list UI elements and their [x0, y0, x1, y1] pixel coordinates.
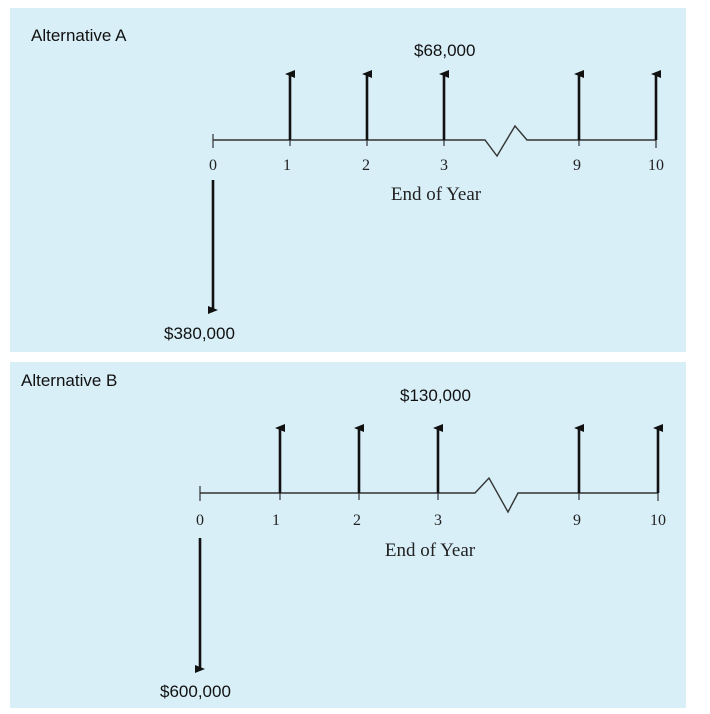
alternative-b-panel	[10, 362, 686, 708]
axis-label: End of Year	[390, 184, 482, 205]
axis-label: End of Year	[384, 540, 476, 561]
tick-label-0: 0	[196, 512, 204, 529]
alternative-b-title: Alternative B	[21, 371, 118, 390]
alternative-b-cash-flow-diagram	[10, 362, 686, 708]
alternative-b-inflow-label: $130,000	[400, 386, 471, 405]
tick-label-3: 3	[434, 512, 442, 529]
alternative-a-outflow-label: $380,000	[164, 324, 235, 343]
alternative-a-panel	[10, 8, 686, 352]
alternative-a-title: Alternative A	[31, 26, 127, 45]
alternative-a-cash-flow-diagram	[10, 8, 686, 352]
timeline-axis	[200, 478, 658, 512]
tick-label-9: 9	[573, 512, 581, 529]
tick-label-2: 2	[362, 157, 370, 174]
alternative-a-inflow-label: $68,000	[414, 41, 476, 60]
tick-label-10: 10	[648, 157, 664, 174]
tick-label-1: 1	[272, 512, 280, 529]
alternative-b-outflow-label: $600,000	[160, 682, 231, 701]
tick-label-0: 0	[209, 157, 217, 174]
tick-label-2: 2	[353, 512, 361, 529]
tick-label-9: 9	[573, 157, 581, 174]
tick-label-3: 3	[440, 157, 448, 174]
tick-label-10: 10	[650, 512, 666, 529]
tick-label-1: 1	[283, 157, 291, 174]
timeline-axis	[213, 126, 656, 156]
